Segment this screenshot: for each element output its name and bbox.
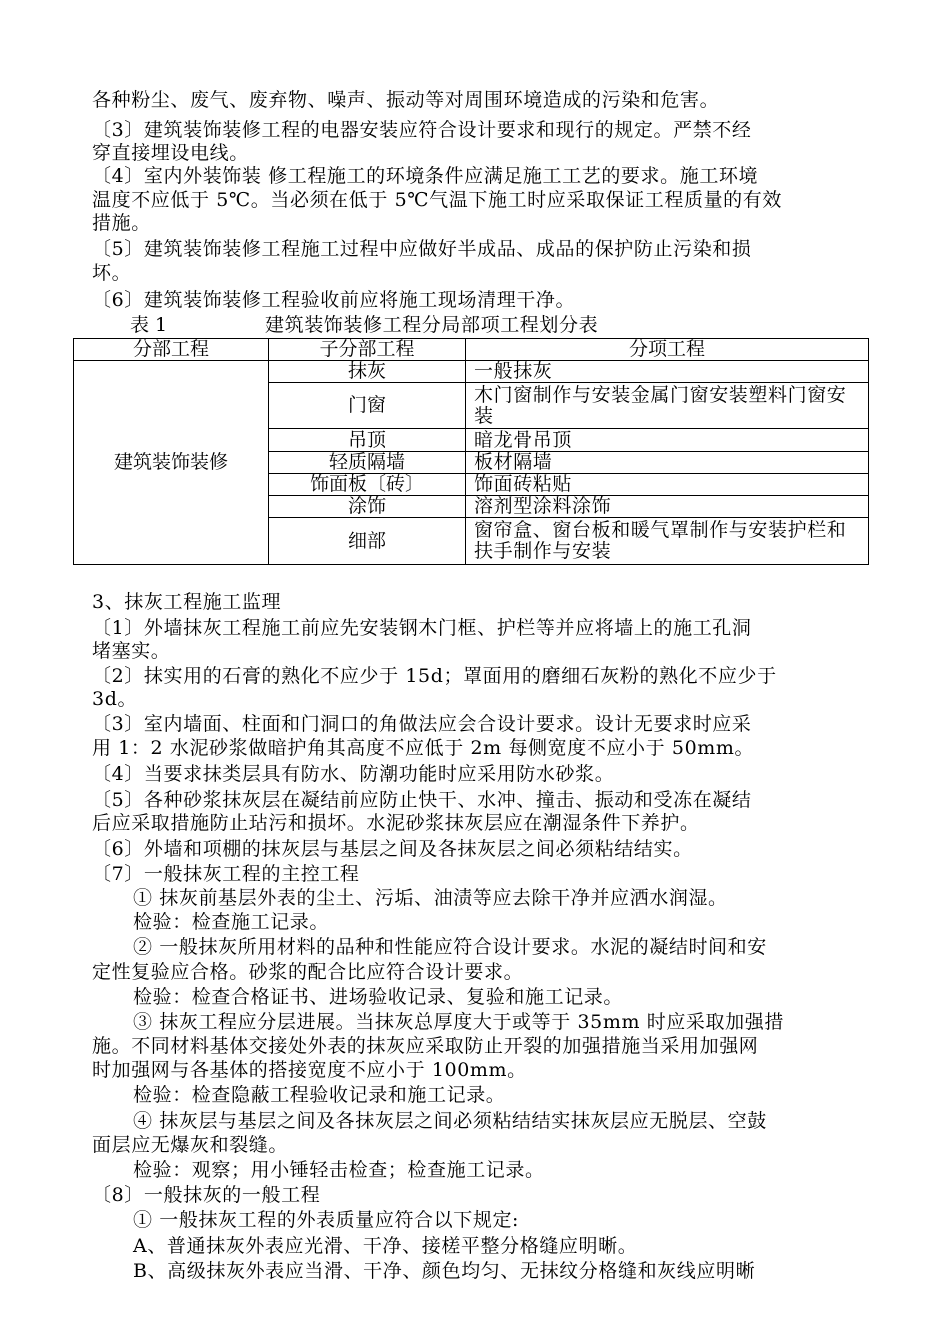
table-row bbox=[74, 361, 869, 383]
text-line: ① 一般抹灰工程的外表质量应符合以下规定: bbox=[133, 1209, 520, 1231]
item-cell: 饰面砖粘贴 bbox=[466, 474, 869, 496]
item-cell: 窗帘盒、窗台板和暖气罩制作与安装护栏和扶手制作与安装 bbox=[466, 518, 869, 565]
text-line: ① 抹灰前基层外表的尘土、污垢、油渍等应去除干净并应洒水润湿。 bbox=[133, 887, 728, 909]
text-line: 穿直接埋设电线。 bbox=[92, 142, 249, 164]
subdivision-cell: 轻质隔墙 bbox=[269, 452, 466, 474]
item-cell: 木门窗制作与安装金属门窗安装塑料门窗安装 bbox=[466, 383, 869, 429]
text-line: 定性复验应合格。砂浆的配合比应符合设计要求。 bbox=[92, 961, 524, 983]
text-line: A、普通抹灰外表应光滑、干净、接槎平整分格缝应明晰。 bbox=[133, 1235, 638, 1257]
text-line: ② 一般抹灰所用材料的品种和性能应符合设计要求。水泥的凝结时间和安 bbox=[133, 936, 767, 958]
item-cell: 板材隔墙 bbox=[466, 452, 869, 474]
text-line: 施。不同材料基体交接处外表的抹灰应采取防止开裂的加强措施当采用加强网 bbox=[92, 1035, 759, 1057]
text-line: 〔3〕建筑装饰装修工程的电器安装应符合设计要求和现行的规定。严禁不经 bbox=[92, 119, 752, 141]
subdivision-cell: 抹灰 bbox=[269, 361, 466, 383]
text-line: 〔4〕当要求抹类层具有防水、防潮功能时应采用防水砂浆。 bbox=[92, 763, 615, 785]
header-subdivision: 子分部工程 bbox=[269, 339, 466, 361]
text-line: 用 1：2 水泥砂浆做暗护角其高度不应低于 2m 每侧宽度不应小于 50mm。 bbox=[92, 737, 755, 759]
text-line: 3d。 bbox=[92, 688, 138, 710]
text-line: 温度不应低于 5℃。当必须在低于 5℃气温下施工时应采取保证工程质量的有效 bbox=[92, 189, 782, 211]
text-line: 〔5〕各种砂浆抹灰层在凝结前应防止快干、水冲、撞击、振动和受冻在凝结 bbox=[92, 789, 752, 811]
item-cell: 溶剂型涂料涂饰 bbox=[466, 496, 869, 518]
text-line: 〔6〕建筑装饰装修工程验收前应将施工现场清理干净。 bbox=[92, 289, 576, 311]
header-item: 分项工程 bbox=[466, 339, 869, 361]
subdivision-cell: 饰面板〔砖〕 bbox=[269, 474, 466, 496]
text-line: ③ 抹灰工程应分层进展。当抹灰总厚度大于或等于 35mm 时应采取加强措 bbox=[133, 1011, 784, 1033]
text-line: 〔1〕外墙抹灰工程施工前应先安装钢木门框、护栏等并应将墙上的施工孔洞 bbox=[92, 617, 752, 639]
text-line: 后应采取措施防止玷污和损坏。水泥砂浆抹灰层应在潮湿条件下养护。 bbox=[92, 812, 700, 834]
table-header-row bbox=[74, 339, 869, 361]
text-line: 检验：检查隐蔽工程验收记录和施工记录。 bbox=[133, 1084, 506, 1106]
text-line: 〔3〕室内墙面、柱面和门洞口的角做法应会合设计要求。设计无要求时应采 bbox=[92, 713, 752, 735]
subdivision-cell: 门窗 bbox=[269, 383, 466, 429]
text-line: 堵塞实。 bbox=[92, 640, 171, 662]
table-caption bbox=[130, 313, 599, 337]
text-line: 〔2〕抹实用的石膏的熟化不应少于 15d；罩面用的磨细石灰粉的熟化不应少于 bbox=[92, 665, 777, 687]
text-line: 措施。 bbox=[92, 212, 151, 234]
division-table bbox=[73, 338, 869, 565]
table-number: 表 1 bbox=[130, 314, 168, 336]
item-cell: 暗龙骨吊顶 bbox=[466, 429, 869, 452]
division-cell: 建筑装饰装修 bbox=[74, 361, 269, 565]
item-cell: 一般抹灰 bbox=[466, 361, 869, 383]
text-line: 检验：检查合格证书、进场验收记录、复验和施工记录。 bbox=[133, 986, 624, 1008]
text-line: 检验：观察；用小锤轻击检查；检查施工记录。 bbox=[133, 1159, 545, 1181]
table-title: 建筑装饰装修工程分局部项工程划分表 bbox=[265, 314, 599, 336]
header-division: 分部工程 bbox=[74, 339, 269, 361]
text-line: 检验：检查施工记录。 bbox=[133, 911, 330, 933]
text-line: ④ 抹灰层与基层之间及各抹灰层之间必须粘结结实抹灰层应无脱层、空鼓 bbox=[133, 1110, 767, 1132]
text-line: 各种粉尘、废气、废弃物、噪声、振动等对周围环境造成的污染和危害。 bbox=[92, 89, 720, 111]
subdivision-cell: 吊顶 bbox=[269, 429, 466, 452]
text-line: 面层应无爆灰和裂缝。 bbox=[92, 1134, 289, 1156]
subdivision-cell: 涂饰 bbox=[269, 496, 466, 518]
text-line: 〔8〕一般抹灰的一般工程 bbox=[92, 1184, 321, 1206]
text-line: 时加强网与各基体的搭接宽度不应小于 100mm。 bbox=[92, 1059, 527, 1081]
section-heading: 3、抹灰工程施工监理 bbox=[92, 591, 282, 613]
text-line: 〔4〕室内外装饰装 修工程施工的环境条件应满足施工工艺的要求。施工环境 bbox=[92, 165, 759, 187]
text-line: 〔5〕建筑装饰装修工程施工过程中应做好半成品、成品的保护防止污染和损 bbox=[92, 238, 752, 260]
text-line: 坏。 bbox=[92, 262, 132, 284]
text-line: B、高级抹灰外表应当滑、干净、颜色均匀、无抹纹分格缝和灰线应明晰 bbox=[133, 1260, 756, 1282]
text-line: 〔6〕外墙和项棚的抹灰层与基层之间及各抹灰层之间必须粘结结实。 bbox=[92, 838, 693, 860]
subdivision-cell: 细部 bbox=[269, 518, 466, 565]
text-line: 〔7〕一般抹灰工程的主控工程 bbox=[92, 863, 360, 885]
